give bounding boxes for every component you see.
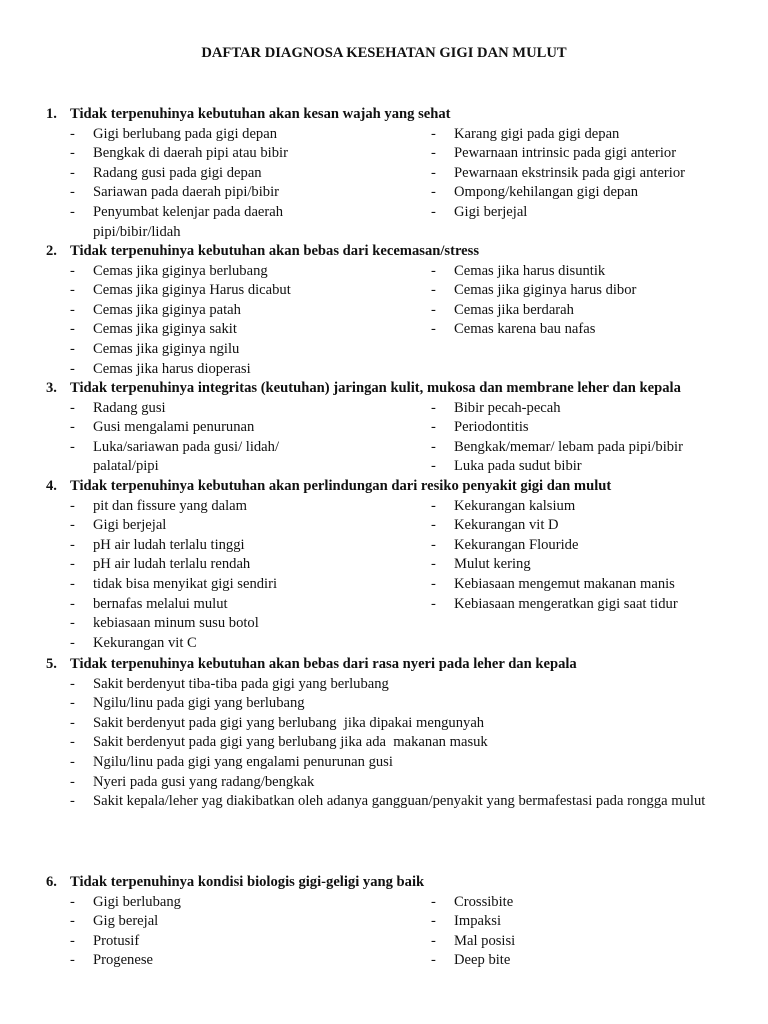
right-column	[431, 125, 731, 223]
list-dash: -	[70, 438, 75, 455]
list-item	[70, 634, 400, 654]
section-5	[46, 655, 736, 812]
list-dash: -	[70, 282, 75, 299]
section-title: Tidak terpenuhinya kebutuhan akan bebas dari kecemasan/stress	[70, 243, 479, 259]
list-dash: -	[431, 517, 436, 534]
section-title: Tidak terpenuhinya kebutuhan akan bebas dari rasa nyeri pada leher dan kepala	[70, 656, 577, 672]
list-item	[70, 281, 400, 301]
list-item-text: Gigi berlubang pada gigi depan	[93, 125, 277, 142]
list-item-text: Deep bite	[454, 952, 511, 969]
list-item-text: Cemas jika giginya ngilu	[93, 340, 240, 357]
list-item-text: Sakit berdenyut tiba-tiba pada gigi yang berlubang	[93, 675, 389, 692]
section-heading	[46, 655, 736, 675]
list-item	[431, 536, 731, 556]
list-item-text: bernafas melalui mulut	[93, 595, 228, 612]
list-item-text: Kebiasaan mengemut makanan manis	[454, 575, 675, 592]
list-dash: -	[431, 145, 436, 162]
list-dash: -	[70, 321, 75, 338]
section-heading	[46, 477, 736, 497]
section-title: Tidak terpenuhinya kebutuhan akan kesan wajah yang sehat	[70, 106, 451, 122]
list-dash: -	[431, 458, 436, 475]
list-item	[431, 893, 731, 913]
list-item-text: Ngilu/linu pada gigi yang berlubang	[93, 695, 305, 712]
list-item-text: Kekurangan vit D	[454, 517, 559, 534]
list-item	[70, 773, 730, 793]
list-item	[431, 418, 731, 438]
list-item	[70, 183, 400, 203]
list-dash: -	[70, 695, 75, 712]
list-dash: -	[431, 932, 436, 949]
list-item-text: Cemas jika giginya patah	[93, 301, 241, 318]
list-item-text: Ompong/kehilangan gigi depan	[454, 184, 639, 201]
list-item	[431, 183, 731, 203]
list-dash: -	[431, 419, 436, 436]
list-dash: -	[431, 301, 436, 318]
list-item-text: Impaksi	[454, 913, 502, 930]
list-dash: -	[70, 675, 75, 692]
section-heading	[46, 379, 736, 399]
list-dash: -	[70, 634, 75, 651]
section-title: Tidak terpenuhinya kebutuhan akan perlindungan dari resiko penyakit gigi dan mulut	[70, 478, 612, 494]
list-item	[70, 418, 400, 438]
list-dash: -	[70, 932, 75, 949]
list-item-text: Sakit berdenyut pada gigi yang berlubang jika ada makanan masuk	[93, 734, 488, 751]
list-item	[431, 301, 731, 321]
list-dash: -	[70, 913, 75, 930]
list-item-text: Pewarnaan intrinsic pada gigi anterior	[454, 145, 677, 162]
list-item	[431, 320, 731, 340]
section-1	[46, 105, 736, 243]
list-item-text: Radang gusi	[93, 399, 166, 416]
list-item	[70, 912, 400, 932]
list-item-text: Gigi berlubang	[93, 893, 181, 910]
list-dash: -	[70, 262, 75, 279]
list-dash: -	[70, 340, 75, 357]
list-item-text: Cemas karena bau nafas	[454, 321, 596, 338]
list-item	[70, 951, 400, 971]
list-dash: -	[70, 893, 75, 910]
left-column	[70, 399, 400, 477]
list-item-text: pit dan fissure yang dalam	[93, 497, 248, 514]
section-6	[46, 873, 736, 972]
list-item	[431, 262, 731, 282]
list-item	[431, 399, 731, 419]
list-item-text: Kekurangan kalsium	[454, 497, 576, 514]
list-item	[431, 457, 731, 477]
list-item	[70, 536, 400, 556]
list-item	[431, 203, 731, 223]
list-item-text: Luka/sariawan pada gusi/ lidah/ palatal/pipi	[93, 438, 280, 475]
section-heading	[46, 873, 736, 893]
list-dash: -	[70, 575, 75, 592]
list-item	[70, 125, 400, 145]
list-item	[431, 125, 731, 145]
list-item	[431, 912, 731, 932]
list-item	[70, 675, 730, 695]
list-item-text: Gigi berjejal	[454, 203, 528, 220]
list-dash: -	[431, 438, 436, 455]
list-item-text: Sariawan pada daerah pipi/bibir	[93, 184, 279, 201]
list-dash: -	[431, 536, 436, 553]
document-title: DAFTAR DIAGNOSA KESEHATAN GIGI DAN MULUT	[201, 45, 567, 61]
list-item-text: Luka pada sudut bibir	[454, 458, 582, 475]
list-item	[70, 497, 400, 517]
list-item-text: Ngilu/linu pada gigi yang engalami penurunan gusi	[93, 753, 393, 770]
list-item-text: Mal posisi	[454, 932, 516, 949]
list-item-text: Nyeri pada gusi yang radang/bengkak	[93, 773, 315, 790]
list-dash: -	[70, 164, 75, 181]
list-item	[70, 932, 400, 952]
section-heading	[46, 105, 736, 125]
left-column	[70, 262, 400, 380]
list-dash: -	[70, 419, 75, 436]
section-title: Tidak terpenuhinya kondisi biologis gigi-geligi yang baik	[70, 874, 425, 890]
list-item-text: Karang gigi pada gigi depan	[454, 125, 620, 142]
list-item-text: Sakit berdenyut pada gigi yang berlubang jika dipakai mengunyah	[93, 714, 485, 731]
section-4	[46, 477, 736, 654]
list-dash: -	[431, 952, 436, 969]
list-item	[70, 733, 730, 753]
list-item	[70, 360, 400, 380]
list-dash: -	[70, 497, 75, 514]
list-dash: -	[431, 556, 436, 573]
list-dash: -	[431, 497, 436, 514]
list-dash: -	[70, 773, 75, 790]
list-item-text: Cemas jika harus dioperasi	[93, 360, 251, 377]
list-dash: -	[70, 517, 75, 534]
list-item	[431, 497, 731, 517]
list-item	[70, 694, 730, 714]
list-item-text: pH air ludah terlalu rendah	[93, 556, 251, 573]
list-item-text: kebiasaan minum susu botol	[93, 615, 259, 632]
list-dash: -	[70, 793, 75, 810]
list-item-text: Sakit kepala/leher yag diakibatkan oleh adanya gangguan/penyakit yang bermafestasi pada rongga mulut	[93, 793, 706, 810]
list-item-text: Cemas jika berdarah	[454, 301, 574, 318]
list-item	[70, 203, 308, 242]
list-item	[70, 164, 400, 184]
list-item-text: Gigi berjejal	[93, 517, 167, 534]
list-item	[70, 555, 400, 575]
right-column	[431, 497, 731, 615]
list-item-text: Pewarnaan ekstrinsik pada gigi anterior	[454, 164, 685, 181]
list-item	[431, 516, 731, 536]
list-item-text: Cemas jika giginya harus dibor	[454, 282, 637, 299]
list-item	[70, 792, 713, 812]
section-number: 4.	[46, 478, 57, 494]
list-item-text: Bibir pecah-pecah	[454, 399, 561, 416]
list-item	[431, 932, 731, 952]
list-item-text: Cemas jika giginya berlubang	[93, 262, 268, 279]
list-item	[431, 164, 731, 184]
list-item	[70, 714, 730, 734]
right-column	[431, 893, 731, 971]
right-column	[431, 262, 731, 340]
list-dash: -	[431, 164, 436, 181]
list-item	[431, 555, 731, 575]
list-item-text: Kebiasaan mengeratkan gigi saat tidur	[454, 595, 678, 612]
list-item-text: Bengkak di daerah pipi atau bibir	[93, 145, 288, 162]
list-dash: -	[431, 321, 436, 338]
list-item-text: Cemas jika giginya Harus dicabut	[93, 282, 291, 299]
section-number: 3.	[46, 380, 57, 396]
list-item-text: Gusi mengalami penurunan	[93, 419, 255, 436]
list-item	[70, 301, 400, 321]
section-number: 6.	[46, 874, 57, 890]
list-dash: -	[70, 753, 75, 770]
list-item-text: Gig berejal	[93, 913, 159, 930]
list-dash: -	[70, 952, 75, 969]
right-column	[431, 399, 731, 477]
section-title: Tidak terpenuhinya integritas (keutuhan) jaringan kulit, mukosa dan membrane leher dan kepala	[70, 380, 681, 396]
list-item	[70, 575, 400, 595]
list-item	[70, 893, 400, 913]
section-2	[46, 242, 736, 380]
section-3	[46, 379, 736, 478]
list-item	[70, 320, 400, 340]
section-number: 2.	[46, 243, 57, 259]
list-dash: -	[70, 125, 75, 142]
left-column	[70, 125, 400, 243]
list-item-text: tidak bisa menyikat gigi sendiri	[93, 575, 278, 592]
list-dash: -	[431, 203, 436, 220]
list-item	[70, 399, 400, 419]
list-dash: -	[70, 536, 75, 553]
left-column	[70, 497, 400, 654]
list-dash: -	[70, 203, 75, 220]
list-dash: -	[431, 125, 436, 142]
list-item	[431, 144, 731, 164]
list-item	[70, 516, 400, 536]
full-width-column	[70, 675, 730, 812]
list-dash: -	[431, 595, 436, 612]
list-item	[70, 144, 400, 164]
list-dash: -	[431, 913, 436, 930]
list-dash: -	[70, 615, 75, 632]
list-dash: -	[431, 575, 436, 592]
list-dash: -	[431, 399, 436, 416]
list-item	[70, 438, 318, 477]
list-dash: -	[70, 399, 75, 416]
list-item-text: Protusif	[93, 932, 140, 949]
list-dash: -	[431, 282, 436, 299]
section-number: 5.	[46, 656, 57, 672]
section-heading	[46, 242, 736, 262]
list-item	[431, 575, 731, 595]
list-item-text: Kekurangan vit C	[93, 634, 197, 651]
list-item-text: Cemas jika harus disuntik	[454, 262, 606, 279]
list-item	[70, 262, 400, 282]
list-item	[70, 614, 400, 634]
list-dash: -	[70, 184, 75, 201]
list-item	[70, 753, 730, 773]
list-item-text: Cemas jika giginya sakit	[93, 321, 237, 338]
list-item-text: Kekurangan Flouride	[454, 536, 579, 553]
list-item	[431, 595, 731, 615]
list-item-text: Mulut kering	[454, 556, 531, 573]
list-item-text: Penyumbat kelenjar pada daerah pipi/bibir/lidah	[93, 203, 284, 240]
list-item-text: Periodontitis	[454, 419, 529, 436]
list-dash: -	[70, 145, 75, 162]
list-item	[431, 438, 731, 458]
list-item	[70, 340, 400, 360]
list-dash: -	[431, 184, 436, 201]
list-item-text: Radang gusi pada gigi depan	[93, 164, 262, 181]
list-dash: -	[70, 734, 75, 751]
list-dash: -	[70, 556, 75, 573]
list-dash: -	[70, 595, 75, 612]
list-item	[431, 951, 731, 971]
list-dash: -	[431, 893, 436, 910]
list-dash: -	[70, 714, 75, 731]
list-item-text: Bengkak/memar/ lebam pada pipi/bibir	[454, 438, 683, 455]
list-item	[431, 281, 731, 301]
list-dash: -	[431, 262, 436, 279]
list-item-text: Crossibite	[454, 893, 514, 910]
list-item	[70, 595, 400, 615]
list-item-text: pH air ludah terlalu tinggi	[93, 536, 245, 553]
left-column	[70, 893, 400, 971]
list-dash: -	[70, 301, 75, 318]
section-number: 1.	[46, 106, 57, 122]
list-dash: -	[70, 360, 75, 377]
list-item-text: Progenese	[93, 952, 153, 969]
